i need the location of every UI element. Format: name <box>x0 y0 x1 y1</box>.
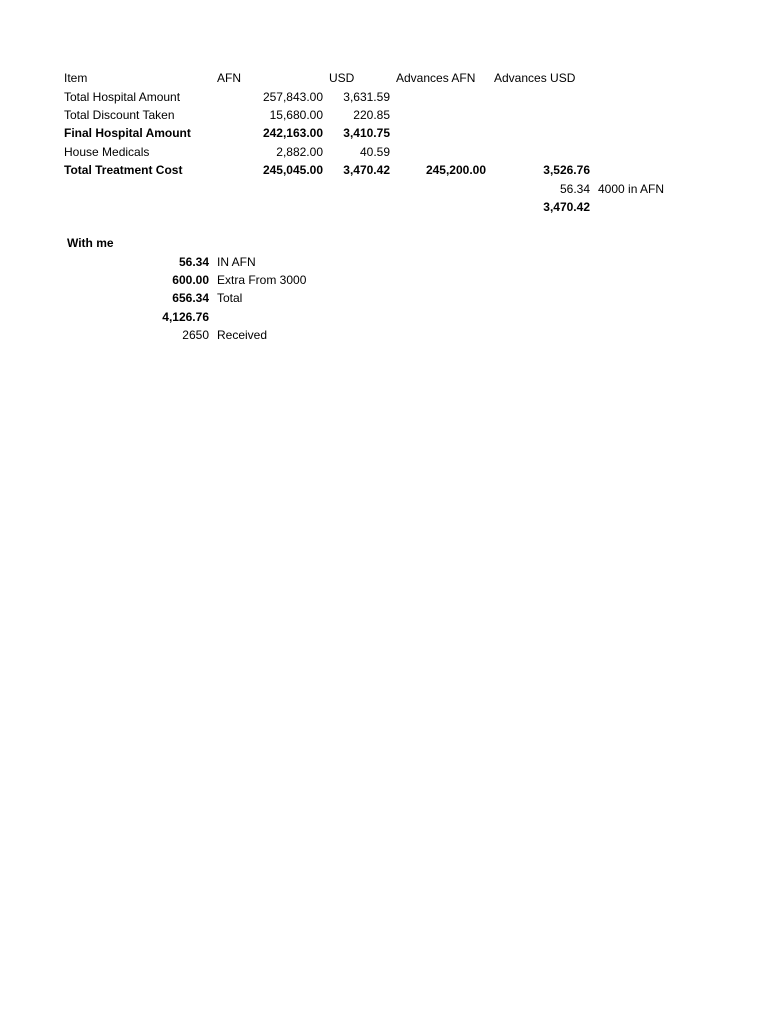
row-advances-usd-value: 3,470.42 <box>543 200 590 214</box>
with-me-note: Extra From 3000 <box>217 273 307 287</box>
header-afn: AFN <box>217 71 241 85</box>
table-row <box>0 180 768 198</box>
row-usd-value: 3,631.59 <box>343 90 390 104</box>
table-row <box>0 88 768 106</box>
row-advances-afn-value: 245,200.00 <box>425 163 486 177</box>
row-usd-value: 220.85 <box>353 108 390 122</box>
row-item-label: Final Hospital Amount <box>64 126 191 140</box>
row-afn-value: 245,045.00 <box>262 163 323 177</box>
with-me-note <box>217 308 357 326</box>
with-me-heading-row <box>0 234 768 252</box>
with-me-label: With me <box>67 236 114 250</box>
row-advances-usd-value: 56.34 <box>559 182 590 196</box>
row-usd-value: 3,470.42 <box>343 163 390 177</box>
with-me-note: Received <box>217 328 268 342</box>
row-usd-value: 40.59 <box>359 145 390 159</box>
list-item <box>0 326 768 344</box>
header-advances-afn: Advances AFN <box>396 71 476 85</box>
row-item-label: Total Hospital Amount <box>64 90 181 104</box>
row-afn-value: 15,680.00 <box>269 108 323 122</box>
with-me-value: 600.00 <box>172 273 209 287</box>
row-usd-value: 3,410.75 <box>343 126 390 140</box>
list-item <box>0 271 768 289</box>
header-usd: USD <box>329 71 355 85</box>
row-afn-value: 257,843.00 <box>262 90 323 104</box>
table-row <box>0 143 768 161</box>
with-me-value: 4,126.76 <box>162 310 209 324</box>
table-row <box>0 161 768 179</box>
list-item <box>0 253 768 271</box>
with-me-value: 656.34 <box>172 291 209 305</box>
list-item <box>0 308 768 326</box>
row-afn-value: 242,163.00 <box>262 126 323 140</box>
with-me-value: 56.34 <box>178 255 209 269</box>
table-row <box>0 124 768 142</box>
table-row <box>0 198 768 216</box>
header-item: Item <box>64 71 88 85</box>
list-item <box>0 289 768 307</box>
row-afn-value: 2,882.00 <box>276 145 323 159</box>
with-me-note: Total <box>217 291 243 305</box>
header-row <box>0 69 768 87</box>
table-row <box>0 106 768 124</box>
with-me-value: 2650 <box>182 328 209 342</box>
header-advances-usd: Advances USD <box>494 71 576 85</box>
row-advances-usd-value: 3,526.76 <box>543 163 590 177</box>
row-item-label: House Medicals <box>64 145 150 159</box>
row-item-label: Total Treatment Cost <box>64 163 183 177</box>
row-item-label: Total Discount Taken <box>64 108 175 122</box>
row-note: 4000 in AFN <box>598 182 665 196</box>
with-me-note: IN AFN <box>217 255 256 269</box>
